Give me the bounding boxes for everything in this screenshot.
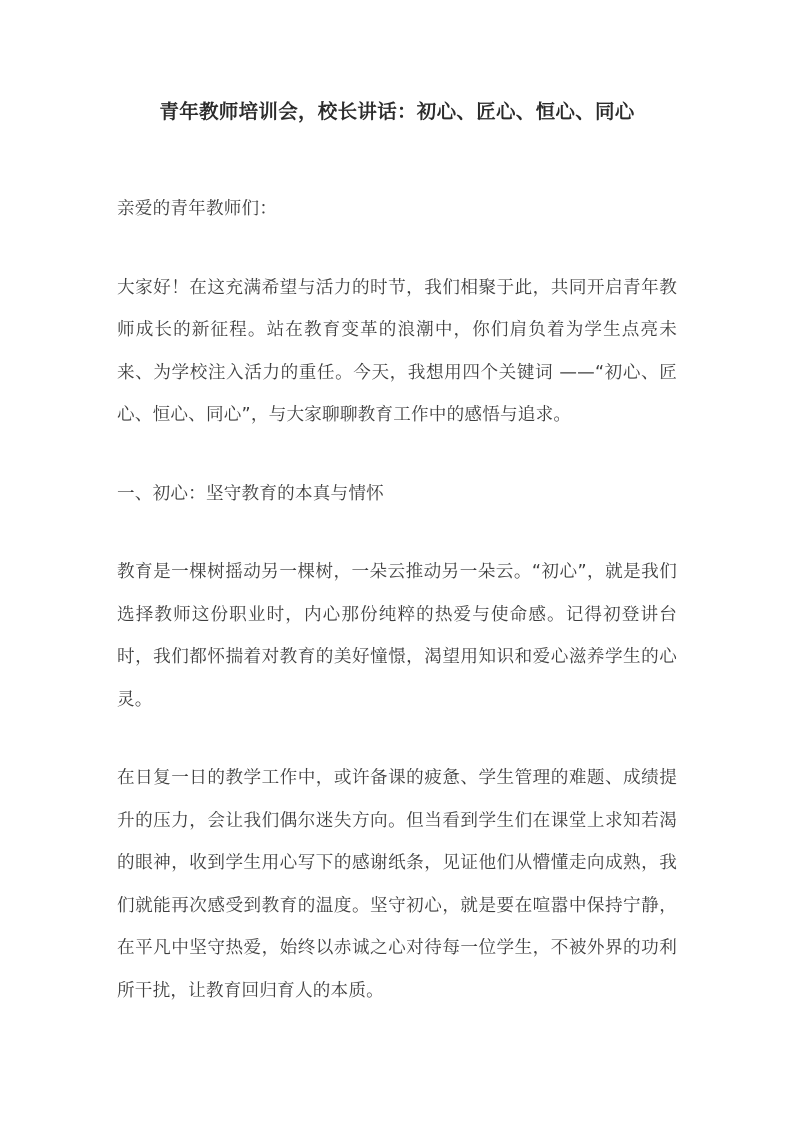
paragraph-section-1-2: 在日复一日的教学工作中，或许备课的疲惫、学生管理的难题、成绩提升的压力，会让我们偶尔迷失方向。但当看到学生们在课堂上求知若渴的眼神，收到学生用心写下的感谢纸条，见证他们从懵懂走向成熟，我们就能再次感受到教育的温度。坚守初心，就是要在喧嚣中保持宁静，在平凡中坚守热爱，始终以赤诚之心对待每一位学生，不被外界的功利所干扰，让教育回归育人的本质。 [117, 768, 677, 1001]
document-content [117, 0, 677, 1012]
salutation: 亲爱的青年教师们： [117, 199, 278, 219]
section-heading-1: 一、初心：坚守教育的本真与情怀 [117, 483, 384, 504]
page-title: 青年教师培训会，校长讲话：初心、匠心、恒心、同心 [159, 100, 635, 123]
paragraph-intro: 大家好！在这充满希望与活力的时节，我们相聚于此，共同开启青年教师成长的新征程。站在教育变革的浪潮中，你们肩负着为学生点亮未来、为学校注入活力的重任。今天，我想用四个关键词 ——“初心、匠心、恒心、同心”，与大家聊聊教育工作中的感悟与追求。 [117, 277, 677, 425]
paragraph-section-1-1: 教育是一棵树摇动另一棵树，一朵云推动另一朵云。“初心”，就是我们选择教师这份职业时，内心那份纯粹的热爱与使命感。记得初登讲台时，我们都怀揣着对教育的美好憧憬，渴望用知识和爱心滋养学生的心灵。 [117, 562, 677, 710]
